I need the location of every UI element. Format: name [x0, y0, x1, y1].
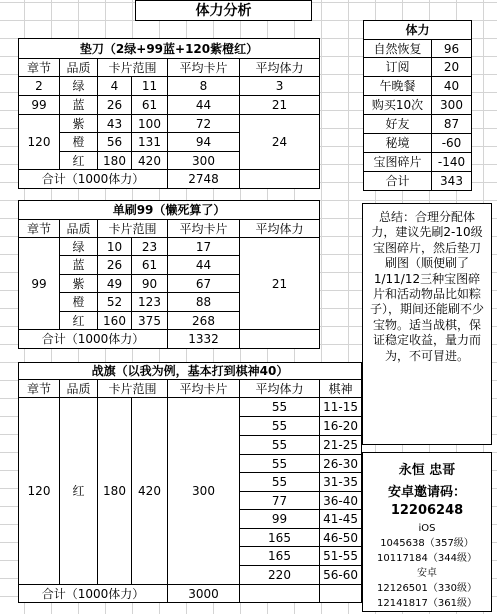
header-avg-stamina: 平均体力 [240, 59, 320, 77]
card-max-cell: 100 [132, 115, 168, 133]
quality-cell: 红 [60, 152, 98, 170]
avg-stamina-cell: 55 [240, 455, 320, 473]
quality-cell: 蓝 [60, 96, 98, 115]
quality-cell: 橙 [60, 133, 98, 152]
avg-stamina-cell: 21 [240, 238, 320, 330]
header-card-range: 卡片范围 [98, 220, 168, 238]
stamina-label: 午晚餐 [364, 77, 432, 96]
header-quality: 品质 [60, 220, 98, 238]
invite-box [362, 452, 492, 612]
card-max-cell: 11 [132, 77, 168, 96]
chapter-cell: 99 [19, 96, 60, 115]
avg-cards-cell: 268 [168, 312, 240, 330]
stamina-label: 购买10次 [364, 96, 432, 115]
avg-cards-cell: 72 [168, 115, 240, 133]
header-quality: 品质 [60, 59, 98, 77]
total-value: 2748 [168, 170, 240, 189]
empty-cell [240, 330, 320, 349]
card-max-cell: 131 [132, 133, 168, 152]
card-min-cell: 26 [98, 256, 132, 275]
stamina-table [363, 20, 472, 191]
avg-cards-cell: 88 [168, 293, 240, 312]
stamina-value: -140 [432, 153, 472, 172]
android-label: 安卓 [417, 568, 437, 579]
avg-stamina-cell: 55 [240, 398, 320, 417]
single-run-title: 单刷99（懒死算了） [19, 201, 320, 220]
stamina-total-value: 343 [432, 172, 472, 191]
quality-cell: 红 [60, 312, 98, 330]
quality-cell: 绿 [60, 77, 98, 96]
header-chess-god: 棋神 [320, 380, 362, 398]
player-name: 永恒 忠哥 [398, 463, 456, 478]
quality-cell: 紫 [60, 115, 98, 133]
account-list [363, 521, 491, 611]
header-avg-stamina: 平均体力 [240, 220, 320, 238]
avg-stamina-cell: 165 [240, 547, 320, 566]
header-quality: 品质 [60, 380, 98, 398]
stamina-total-label: 合计 [364, 172, 432, 191]
chess-god-range-cell: 36-40 [320, 492, 362, 510]
quality-cell: 红 [60, 398, 98, 585]
total-value: 3000 [168, 585, 240, 603]
stamina-value: -60 [432, 134, 472, 153]
summary-text: 总结：合理分配体力，建议先刷2-10级宝图碎片，然后垫刀刷图（顺便刷了1/11/12三种宝图碎片和活动物品比如粽子），期间还能刷不少宝物。适当战棋，保证稳定收益，量力而为，不可冒进。 [369, 210, 484, 363]
header-chapter: 章节 [19, 59, 60, 77]
avg-cards-cell: 300 [168, 398, 240, 585]
page-title: 体力分析 [136, 1, 312, 21]
chess-god-range-cell: 51-55 [320, 547, 362, 566]
total-label: 合计（1000体力） [19, 585, 168, 603]
header-card-range: 卡片范围 [98, 59, 168, 77]
header-chapter: 章节 [19, 380, 60, 398]
card-min-cell: 26 [98, 96, 132, 115]
card-min-cell: 56 [98, 133, 132, 152]
card-max-cell: 61 [132, 96, 168, 115]
card-min-cell: 49 [98, 275, 132, 293]
chess-god-range-cell: 26-30 [320, 455, 362, 473]
header-card-range: 卡片范围 [98, 380, 168, 398]
empty-cell [320, 585, 362, 603]
avg-stamina-cell: 55 [240, 473, 320, 492]
avg-stamina-cell: 99 [240, 510, 320, 529]
stamina-label: 订阅 [364, 58, 432, 77]
chess-god-range-cell: 46-50 [320, 529, 362, 547]
card-max-cell: 90 [132, 275, 168, 293]
avg-stamina-cell: 220 [240, 566, 320, 585]
avg-cards-cell: 300 [168, 152, 240, 170]
header-chapter: 章节 [19, 220, 60, 238]
header-avg-cards: 平均卡片 [168, 220, 240, 238]
chess-god-range-cell: 21-25 [320, 436, 362, 455]
card-max-cell: 61 [132, 256, 168, 275]
avg-stamina-cell: 165 [240, 529, 320, 547]
avg-stamina-cell: 21 [240, 96, 320, 115]
chess-god-range-cell: 31-35 [320, 473, 362, 492]
chess-god-range-cell: 16-20 [320, 417, 362, 436]
avg-cards-cell: 44 [168, 256, 240, 275]
android-account: 12141817（361级） [377, 598, 477, 609]
flag-table [18, 362, 362, 603]
avg-stamina-cell: 55 [240, 417, 320, 436]
total-label: 合计（1000体力） [19, 170, 168, 189]
header-avg-cards: 平均卡片 [168, 380, 240, 398]
chapter-cell: 120 [19, 115, 60, 170]
quality-cell: 橙 [60, 293, 98, 312]
empty-cell [240, 170, 320, 189]
stamina-title: 体力 [364, 21, 472, 40]
chapter-cell: 120 [19, 398, 60, 585]
card-min-cell: 10 [98, 238, 132, 256]
avg-cards-cell: 17 [168, 238, 240, 256]
page-title-box [135, 0, 312, 21]
quality-cell: 绿 [60, 238, 98, 256]
chess-god-range-cell: 11-15 [320, 398, 362, 417]
card-max-cell: 123 [132, 293, 168, 312]
chess-god-range-cell: 56-60 [320, 566, 362, 585]
stamina-value: 300 [432, 96, 472, 115]
flag-title: 战旗（以我为例，基本打到棋神40） [19, 363, 362, 380]
single-run-table [18, 200, 320, 349]
card-min-cell: 160 [98, 312, 132, 330]
avg-cards-cell: 67 [168, 275, 240, 293]
card-min-cell: 52 [98, 293, 132, 312]
header-avg-cards: 平均卡片 [168, 59, 240, 77]
pad-title: 垫刀（2绿+99蓝+120紫橙红） [19, 39, 320, 59]
avg-cards-cell: 44 [168, 96, 240, 115]
empty-cell [240, 585, 320, 603]
card-min-cell: 180 [98, 398, 132, 585]
card-min-cell: 180 [98, 152, 132, 170]
stamina-value: 20 [432, 58, 472, 77]
stamina-label: 秘境 [364, 134, 432, 153]
avg-stamina-cell: 24 [240, 115, 320, 170]
avg-stamina-cell: 3 [240, 77, 320, 96]
invite-label: 安卓邀请码： [387, 485, 466, 500]
header-avg-stamina: 平均体力 [240, 380, 320, 398]
ios-label: iOS [418, 523, 436, 534]
quality-cell: 蓝 [60, 256, 98, 275]
summary-box [362, 203, 492, 445]
avg-cards-cell: 8 [168, 77, 240, 96]
stamina-label: 宝图碎片 [364, 153, 432, 172]
card-max-cell: 420 [132, 398, 168, 585]
card-min-cell: 43 [98, 115, 132, 133]
total-label: 合计（1000体力） [19, 330, 168, 349]
card-max-cell: 420 [132, 152, 168, 170]
card-max-cell: 375 [132, 312, 168, 330]
ios-account: 1045638（357级） [380, 538, 474, 549]
stamina-value: 96 [432, 40, 472, 58]
avg-stamina-cell: 77 [240, 492, 320, 510]
quality-cell: 紫 [60, 275, 98, 293]
card-min-cell: 4 [98, 77, 132, 96]
avg-stamina-cell: 55 [240, 436, 320, 455]
chapter-cell: 99 [19, 238, 60, 330]
total-value: 1332 [168, 330, 240, 349]
invite-code: 12206248 [390, 503, 464, 518]
ios-account: 10117184（344级） [377, 553, 477, 564]
android-account: 12126501（330级） [377, 583, 477, 594]
stamina-label: 好友 [364, 115, 432, 134]
pad-table [18, 38, 320, 189]
chess-god-range-cell: 41-45 [320, 510, 362, 529]
stamina-value: 40 [432, 77, 472, 96]
chapter-cell: 2 [19, 77, 60, 96]
stamina-value: 87 [432, 115, 472, 134]
avg-cards-cell: 94 [168, 133, 240, 152]
stamina-label: 自然恢复 [364, 40, 432, 58]
card-max-cell: 23 [132, 238, 168, 256]
